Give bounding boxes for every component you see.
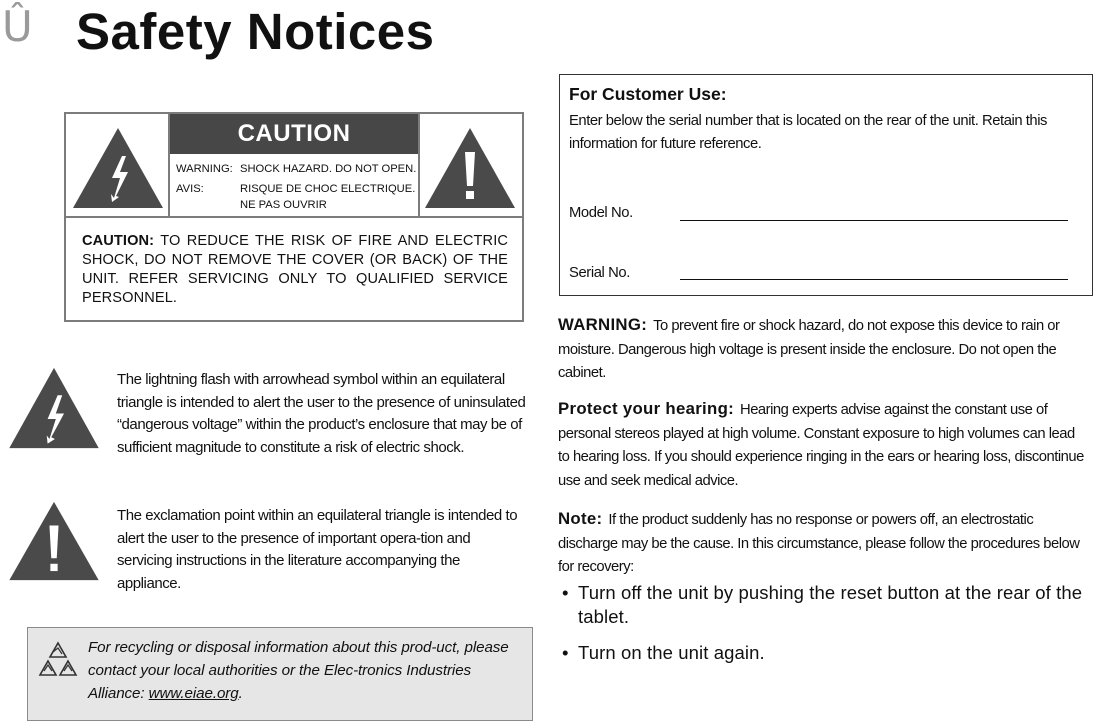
hearing-lead: Protect your hearing: [558, 399, 735, 418]
page-title: Safety Notices [76, 3, 435, 60]
caution-banner: CAUTION [170, 114, 418, 154]
avis-row-2 [170, 198, 418, 212]
caution-label [64, 112, 524, 322]
lightning-warning-icon [68, 116, 168, 216]
recovery-step-2 [562, 641, 1092, 665]
caution-lightning-cell [66, 114, 170, 216]
warning-text: SHOCK HAZARD. DO NOT OPEN. [240, 163, 417, 175]
note-body: If the product suddenly has no response or powers off, an electrostatic discharge may be the cause. In this circumstance, please follow the procedures below for recovery: [558, 512, 1080, 575]
avis-text-line-2: NE PAS OUVRIR [240, 199, 327, 211]
exclamation-warning-icon [420, 116, 520, 216]
caution-body-label: CAUTION: [82, 233, 155, 249]
model-number-label: Model No. [569, 205, 633, 221]
bullet-point: • [562, 642, 569, 663]
caution-body [82, 232, 508, 308]
section-glyph: Û [2, 2, 33, 51]
caution-label-top [66, 114, 522, 218]
eiae-link[interactable]: www.eiae.org [148, 685, 239, 702]
serial-number-field[interactable] [680, 266, 1068, 280]
exclamation-symbol-icon [8, 500, 100, 582]
avis-label: AVIS: [176, 183, 204, 195]
caution-body-text: TO REDUCE THE RISK OF FIRE AND ELECTRIC SHOCK, DO NOT REMOVE THE COVER (OR BACK) OF THE UNIT. REFER SERVICING ONLY TO QUALIFIED SERVICE PERSONNEL. [82, 233, 508, 306]
avis-text-line-1: RISQUE DE CHOC ELECTRIQUE. [240, 183, 416, 195]
recycle-icon [38, 640, 78, 680]
model-number-field[interactable] [680, 207, 1068, 221]
lightning-symbol-text: The lightning flash with arrowhead symbol within an equilateral triangle is intended to alert the user to the presence of uninsulated “dangerous voltage” within the product’s enclosure that may be of sufficient magnitude to constitute a risk of electric shock. [117, 371, 526, 456]
recovery-step-text: Turn on the unit again. [578, 642, 765, 663]
warning-label: WARNING: [176, 163, 233, 175]
recovery-step-text: Turn off the unit by pushing the reset button at the rear of the tablet. [578, 582, 1083, 627]
note-paragraph [558, 507, 1088, 580]
recovery-step-1 [562, 581, 1092, 629]
customer-use-title: For Customer Use: [569, 84, 727, 104]
caution-exclamation-cell [418, 114, 522, 216]
exclamation-symbol-text: The exclamation point within an equilateral triangle is intended to alert the user to the presence of important opera-tion and servicing instructions in the literature accompanying the appliance. [117, 507, 518, 592]
customer-use-text: Enter below the serial number that is located on the rear of the unit. Retain this information for future reference. [569, 113, 1047, 152]
customer-use-box [559, 74, 1093, 296]
lightning-symbol-icon [8, 366, 100, 450]
serial-number-label: Serial No. [569, 265, 630, 281]
recycling-notice [27, 627, 533, 721]
hearing-paragraph [558, 397, 1088, 493]
bullet-point: • [562, 582, 569, 603]
warning-row [170, 162, 418, 176]
warning-paragraph [558, 313, 1088, 386]
recycling-end: . [238, 685, 243, 702]
recycling-text [88, 636, 522, 705]
avis-row [170, 182, 418, 196]
warning-lead: WARNING: [558, 315, 648, 334]
note-lead: Note: [558, 509, 603, 528]
warning-body: To prevent fire or shock hazard, do not expose this device to rain or moisture. Dangerous high voltage is present inside the enclosure. Do not open the cabinet. [558, 318, 1060, 381]
recycling-body: For recycling or disposal information about this prod-uct, please contact your local authorities or the Elec-tronics Industries Alliance: [88, 639, 509, 702]
caution-center [170, 114, 418, 216]
hearing-body: Hearing experts advise against the constant use of personal stereos played at high volume. Constant exposure to high volumes can lead to hearing loss. If you should experience ringing in the ears or hearing loss, discontinue use and seek medical advice. [558, 402, 1084, 489]
